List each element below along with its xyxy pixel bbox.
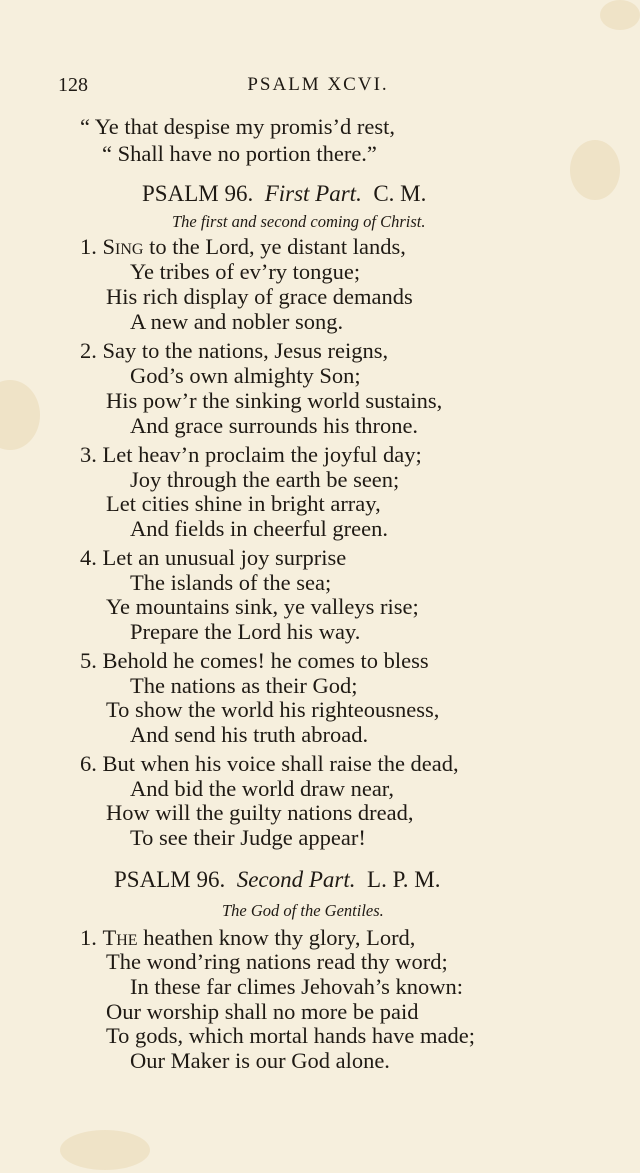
verse-line: His rich display of grace demands: [106, 284, 413, 309]
part-label: Second Part.: [236, 867, 356, 892]
verse-line: In these far climes Jehovah’s known:: [130, 974, 464, 999]
psalm-title: [142, 180, 426, 208]
verse-first-word: The: [102, 925, 138, 950]
paper-stain: [60, 1130, 150, 1170]
verse-number: 1.: [80, 925, 103, 950]
verse-line: Let cities shine in bright array,: [106, 491, 381, 516]
verse-line: To see their Judge appear!: [130, 825, 366, 850]
verse-line: How will the guilty nations dread,: [106, 800, 414, 825]
page-number: 128: [58, 74, 88, 96]
verse-line: Our Maker is our God alone.: [130, 1048, 390, 1073]
verse-line: And bid the world draw near,: [130, 776, 395, 801]
verse-line: Prepare the Lord his way.: [130, 619, 361, 644]
verse-line: The wond’ring nations read thy word;: [106, 949, 448, 974]
verse-line: Ye tribes of ev’ry tongue;: [130, 259, 361, 284]
psalm-number: PSALM 96.: [114, 867, 226, 892]
verse-line: 2. Say to the nations, Jesus reigns,: [80, 338, 389, 363]
verse-line: And fields in cheerful green.: [130, 516, 389, 541]
verse-line: 5. Behold he comes! he comes to bless: [80, 648, 429, 673]
running-title: PSALM XCVI.: [247, 74, 389, 95]
paper-stain: [0, 380, 40, 450]
verse-line: 1. The heathen know thy glory, Lord,: [80, 925, 416, 950]
verse-number: 1.: [80, 234, 103, 259]
psalm-title: [114, 866, 441, 894]
verse-line: And send his truth abroad.: [130, 722, 369, 747]
verse-line: Joy through the earth be seen;: [130, 467, 400, 492]
verse-line: 1. Sing to the Lord, ye distant lands,: [80, 234, 406, 259]
meter-label: C. M.: [373, 181, 427, 206]
verse-line: The islands of the sea;: [130, 570, 332, 595]
verse-line: God’s own almighty Son;: [130, 363, 361, 388]
verse-first-word: Sing: [102, 234, 144, 259]
verse-line: A new and nobler song.: [130, 309, 344, 334]
paper-stain: [570, 140, 620, 200]
verse-line: 3. Let heav’n proclaim the joyful day;: [80, 442, 422, 467]
paper-stain: [600, 0, 640, 30]
verse-line: “ Ye that despise my promis’d rest,: [80, 114, 395, 139]
verse-line: And grace surrounds his throne.: [130, 413, 419, 438]
psalm-subtitle: The God of the Gentiles.: [222, 901, 384, 920]
verse-line: The nations as their God;: [130, 673, 358, 698]
verse-line: “ Shall have no portion there.”: [102, 141, 377, 166]
verse-line: To show the world his righteousness,: [106, 697, 440, 722]
psalm-number: PSALM 96.: [142, 181, 254, 206]
verse-line: 6. But when his voice shall raise the dead,: [80, 751, 459, 776]
verse-line: 4. Let an unusual joy surprise: [80, 545, 347, 570]
meter-label: L. P. M.: [367, 867, 441, 892]
psalm-subtitle: The first and second coming of Christ.: [172, 212, 426, 231]
verse-line: To gods, which mortal hands have made;: [106, 1023, 475, 1048]
part-label: First Part.: [264, 181, 362, 206]
page-header: [58, 74, 578, 102]
verse-line: Our worship shall no more be paid: [106, 999, 419, 1024]
verse-line: Ye mountains sink, ye valleys rise;: [106, 594, 419, 619]
verse-line: His pow’r the sinking world sustains,: [106, 388, 443, 413]
